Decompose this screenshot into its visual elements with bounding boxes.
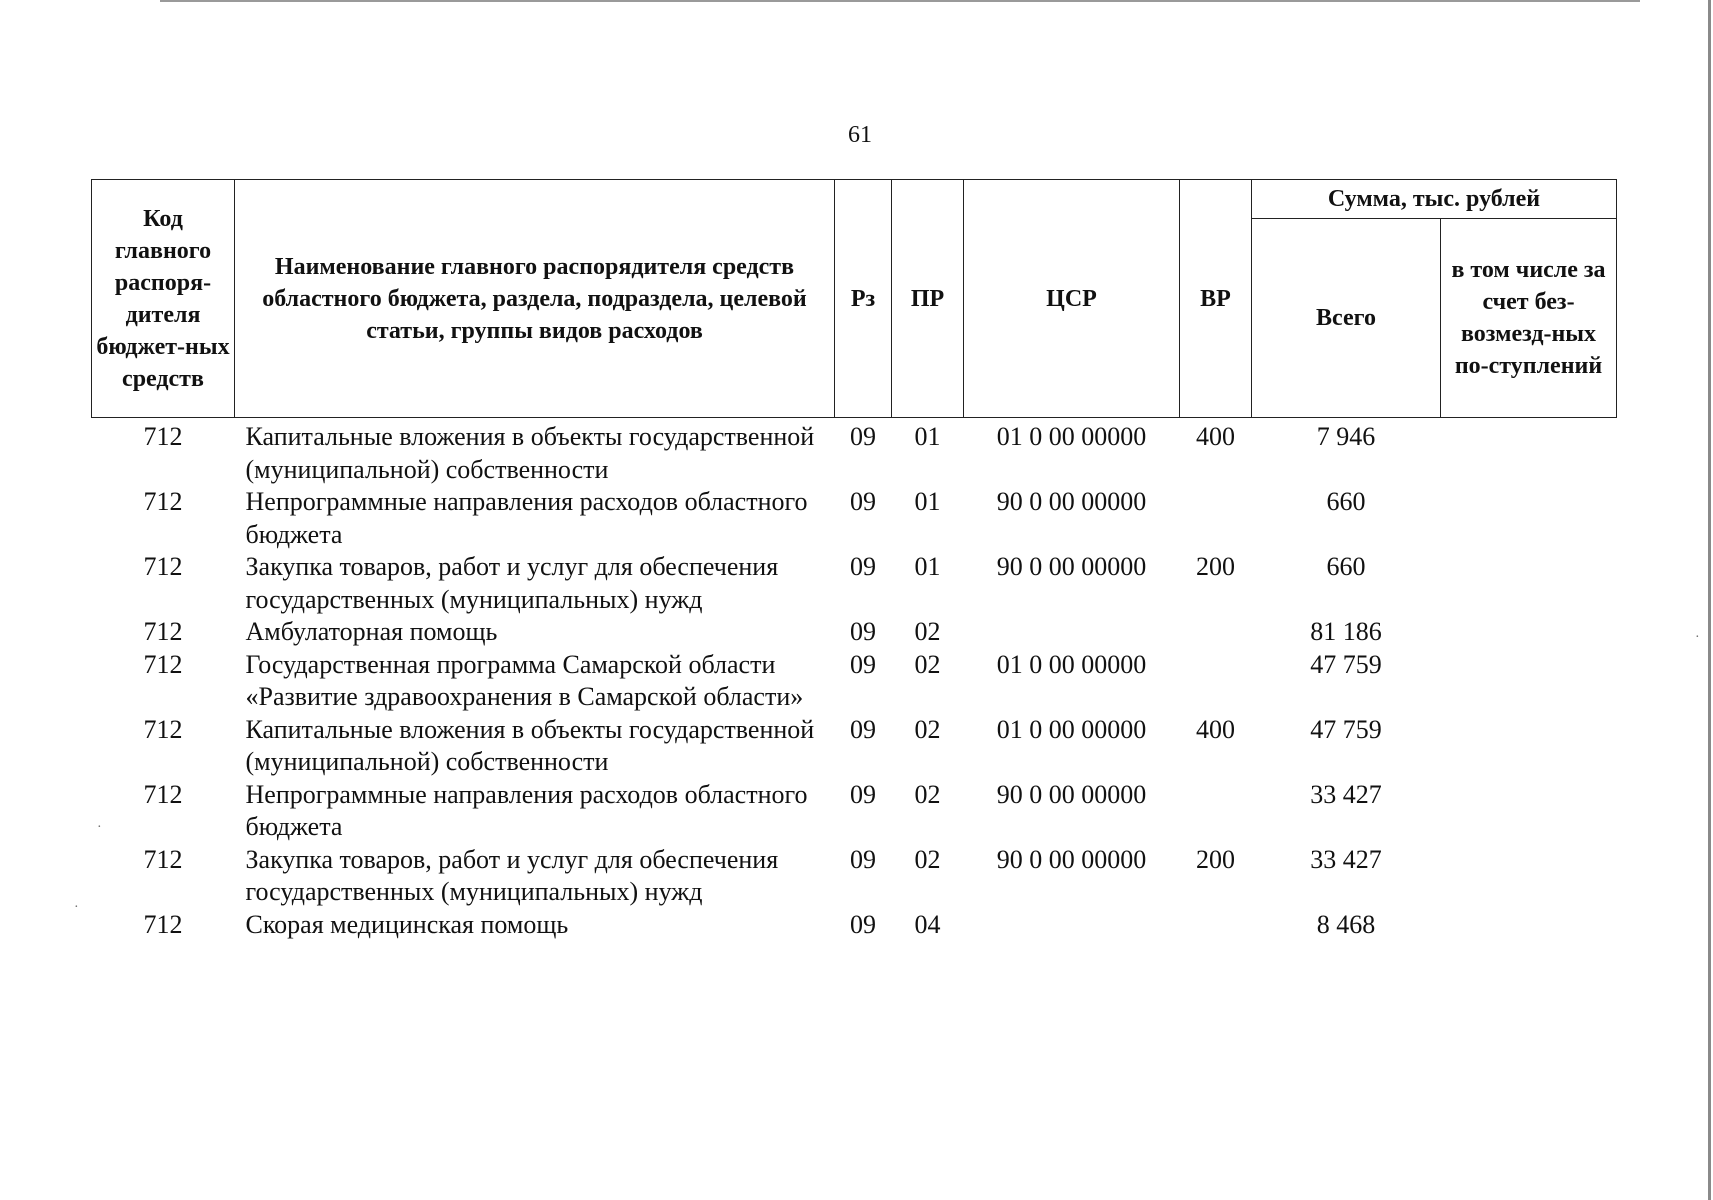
cell-vr bbox=[1180, 779, 1252, 844]
cell-csr: 90 0 00 00000 bbox=[996, 779, 1147, 809]
cell-csr bbox=[964, 616, 1180, 649]
cell-vr bbox=[1180, 486, 1252, 551]
cell-total: 33 427 bbox=[1310, 844, 1382, 874]
cell-vr: 200 bbox=[1196, 844, 1235, 874]
cell-code: 712 bbox=[143, 487, 183, 516]
table-row bbox=[92, 714, 1617, 779]
cell-rz: 09 bbox=[850, 422, 876, 451]
cell-csr: 90 0 00 00000 bbox=[996, 552, 1147, 581]
table-body bbox=[92, 418, 1617, 942]
cell-name: Непрограммные направления расходов областного бюджета bbox=[245, 779, 808, 841]
cell-gratuitous bbox=[1441, 779, 1617, 844]
cell-pr: 01 bbox=[914, 422, 941, 451]
cell-rz: 09 bbox=[850, 844, 876, 874]
table-row bbox=[92, 486, 1617, 551]
cell-total: 33 427 bbox=[1310, 779, 1382, 809]
cell-vr: 400 bbox=[1196, 714, 1235, 744]
right-edge-rule bbox=[1708, 0, 1711, 1200]
scan-speck: · bbox=[1695, 630, 1700, 645]
table-header bbox=[92, 180, 1617, 418]
header-gratuitous: в том числе за счет без-возмезд-ных по-ступлений bbox=[1441, 219, 1617, 418]
cell-csr: 01 0 00 00000 bbox=[996, 714, 1147, 744]
table-row bbox=[92, 616, 1617, 649]
header-rz: Рз bbox=[835, 180, 892, 418]
cell-gratuitous bbox=[1441, 616, 1617, 649]
cell-total: 660 bbox=[1326, 487, 1366, 516]
cell-gratuitous bbox=[1441, 486, 1617, 551]
header-pr: ПР bbox=[892, 180, 964, 418]
cell-total: 47 759 bbox=[1310, 714, 1382, 744]
cell-vr bbox=[1180, 649, 1252, 714]
header-code: Код главного распоря-дителя бюджет-ных средств bbox=[92, 180, 235, 418]
cell-gratuitous bbox=[1441, 909, 1617, 942]
header-csr: ЦСР bbox=[964, 180, 1180, 418]
cell-csr: 90 0 00 00000 bbox=[996, 844, 1147, 874]
cell-vr: 400 bbox=[1196, 422, 1235, 451]
cell-pr: 02 bbox=[914, 617, 941, 646]
cell-total: 7 946 bbox=[1316, 422, 1376, 451]
cell-csr bbox=[964, 909, 1180, 942]
cell-rz: 09 bbox=[850, 487, 876, 516]
cell-code: 712 bbox=[143, 714, 183, 744]
cell-pr: 02 bbox=[914, 649, 941, 679]
table-row bbox=[92, 649, 1617, 714]
cell-name: Закупка товаров, работ и услуг для обеспечения государственных (муниципальных) нужд bbox=[245, 552, 779, 614]
cell-rz: 09 bbox=[850, 617, 876, 646]
cell-pr: 02 bbox=[914, 844, 941, 874]
cell-name: Капитальные вложения в объекты государственной (муниципальной) собственности bbox=[245, 422, 815, 484]
header-vr: ВР bbox=[1180, 180, 1252, 418]
header-name: Наименование главного распорядителя средств областного бюджета, раздела, подраздела, целевой статьи, группы видов расходов bbox=[235, 180, 835, 418]
page-number: 61 bbox=[848, 122, 872, 148]
header-total: Всего bbox=[1252, 219, 1441, 418]
cell-gratuitous bbox=[1441, 418, 1617, 487]
cell-pr: 02 bbox=[914, 714, 941, 744]
cell-gratuitous bbox=[1441, 714, 1617, 779]
table-row bbox=[92, 418, 1617, 487]
cell-pr: 02 bbox=[914, 779, 941, 809]
cell-code: 712 bbox=[143, 909, 183, 939]
cell-total: 8 468 bbox=[1316, 909, 1376, 939]
cell-gratuitous bbox=[1441, 649, 1617, 714]
table-row bbox=[92, 779, 1617, 844]
cell-rz: 09 bbox=[850, 909, 876, 939]
scan-speck: · bbox=[97, 820, 102, 835]
cell-name: Капитальные вложения в объекты государственной (муниципальной) собственности bbox=[245, 714, 815, 776]
table-row bbox=[92, 844, 1617, 909]
cell-pr: 01 bbox=[914, 552, 941, 581]
cell-code: 712 bbox=[143, 779, 183, 809]
table-row bbox=[92, 909, 1617, 942]
cell-pr: 04 bbox=[914, 909, 941, 939]
cell-name: Амбулаторная помощь bbox=[245, 617, 498, 646]
cell-vr bbox=[1180, 616, 1252, 649]
cell-csr: 01 0 00 00000 bbox=[996, 649, 1147, 679]
cell-gratuitous bbox=[1441, 844, 1617, 909]
header-sum: Сумма, тыс. рублей bbox=[1252, 180, 1617, 219]
cell-rz: 09 bbox=[850, 779, 876, 809]
cell-pr: 01 bbox=[914, 487, 941, 516]
cell-rz: 09 bbox=[850, 649, 876, 679]
cell-code: 712 bbox=[143, 422, 183, 451]
top-edge-rule bbox=[160, 0, 1640, 2]
cell-csr: 90 0 00 00000 bbox=[996, 487, 1147, 516]
cell-rz: 09 bbox=[850, 714, 876, 744]
cell-total: 47 759 bbox=[1310, 649, 1382, 679]
cell-code: 712 bbox=[143, 844, 183, 874]
cell-vr bbox=[1180, 909, 1252, 942]
budget-table bbox=[91, 179, 1617, 941]
cell-code: 712 bbox=[143, 552, 183, 581]
cell-csr: 01 0 00 00000 bbox=[996, 422, 1147, 451]
cell-name: Закупка товаров, работ и услуг для обеспечения государственных (муниципальных) нужд bbox=[245, 844, 779, 906]
cell-rz: 09 bbox=[850, 552, 876, 581]
cell-name: Скорая медицинская помощь bbox=[245, 909, 569, 939]
table-row bbox=[92, 551, 1617, 616]
cell-vr: 200 bbox=[1196, 552, 1235, 581]
cell-name: Непрограммные направления расходов областного бюджета bbox=[245, 487, 808, 549]
cell-name: Государственная программа Самарской области «Развитие здравоохранения в Самарской области» bbox=[245, 649, 804, 711]
cell-total: 660 bbox=[1326, 552, 1366, 581]
cell-gratuitous bbox=[1441, 551, 1617, 616]
cell-code: 712 bbox=[143, 649, 183, 679]
cell-total: 81 186 bbox=[1310, 617, 1382, 646]
cell-code: 712 bbox=[143, 617, 183, 646]
scan-speck: · bbox=[74, 900, 79, 915]
